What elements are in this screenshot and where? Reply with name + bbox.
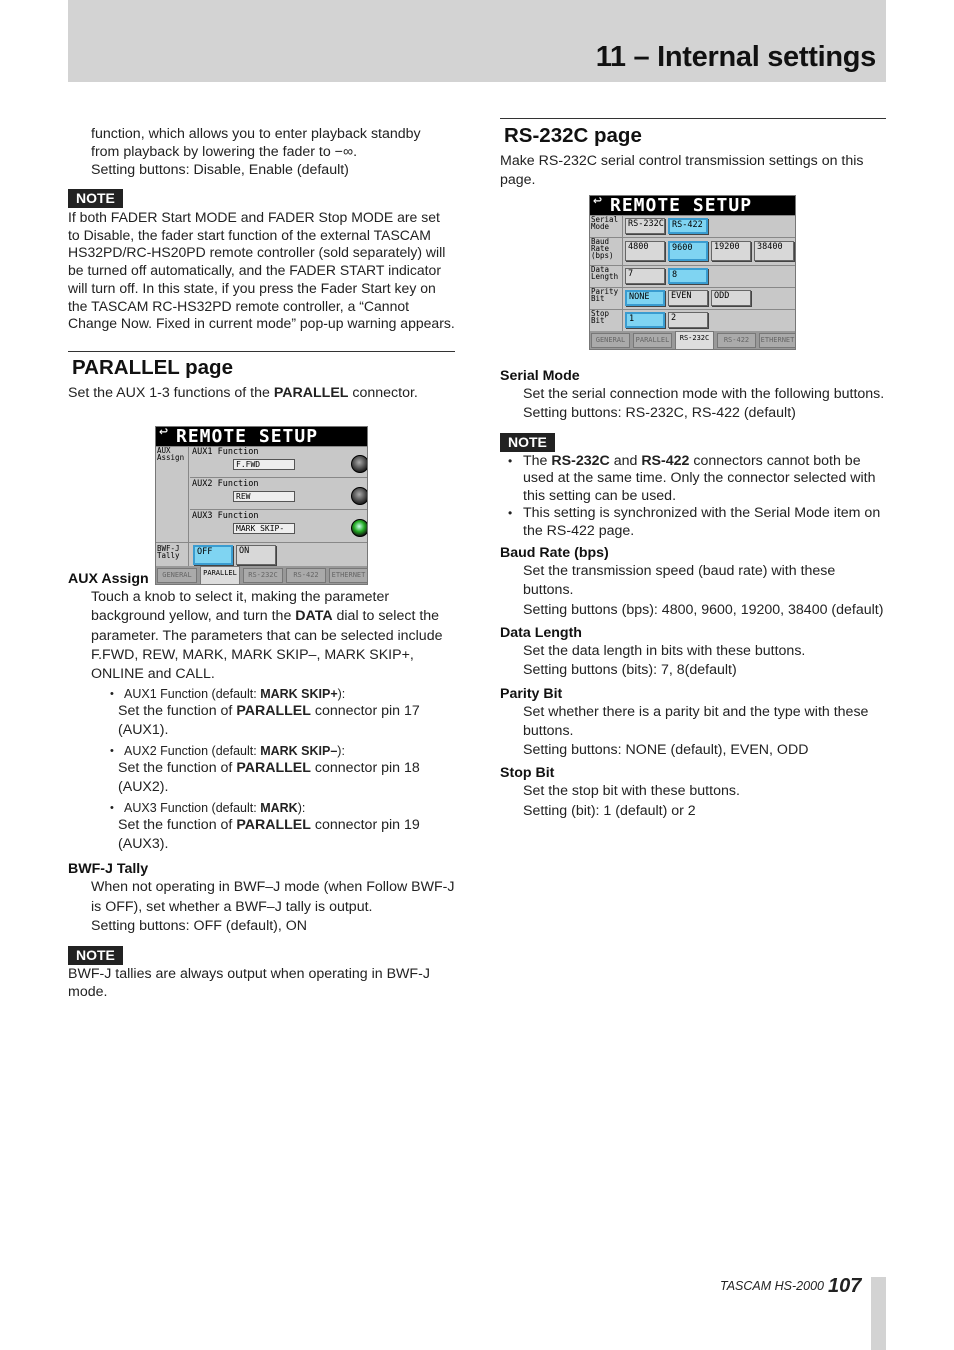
data-length-text: Set the data length in bits with these buttons. bbox=[523, 642, 806, 659]
parity-setting: Setting buttons: NONE (default), EVEN, ODD bbox=[523, 742, 809, 759]
stop-1-button[interactable]: 1 bbox=[625, 312, 665, 328]
baud-label: Baud Rate (bps) bbox=[591, 238, 623, 265]
parity-heading: Parity Bit bbox=[500, 685, 563, 702]
serial-mode-text: Set the serial connection mode with the following buttons. bbox=[523, 386, 885, 402]
stop-text: Set the stop bit with these buttons. bbox=[523, 783, 740, 800]
baud-heading: Baud Rate (bps) bbox=[500, 545, 609, 562]
aux2-label: AUX2 Function bbox=[192, 479, 259, 489]
aux3-label: AUX3 Function bbox=[192, 511, 259, 521]
data-7-button[interactable]: 7 bbox=[625, 268, 665, 284]
parity-even-button[interactable]: EVEN bbox=[668, 290, 708, 306]
tab-rs422[interactable]: RS-422 bbox=[717, 333, 756, 348]
aux3-item: • AUX3 Function (default: MARK): bbox=[68, 800, 455, 816]
bwf-text: When not operating in BWF–J mode (when Follow BWF-J is OFF), set whether a BWF–J tally is output. bbox=[91, 879, 455, 915]
aux-assign-label: AUX Assign bbox=[157, 447, 189, 542]
tab-ethernet[interactable]: ETHERNET bbox=[329, 568, 368, 583]
parallel-heading: PARALLEL page bbox=[72, 355, 233, 379]
chapter-title: 11 – Internal settings bbox=[595, 41, 876, 73]
serial-mode-setting: Setting buttons: RS-232C, RS-422 (default) bbox=[523, 405, 796, 422]
rs232c-button[interactable]: RS-232C bbox=[625, 218, 665, 234]
serial-mode-label: Serial Mode bbox=[591, 216, 623, 237]
note-label: NOTE bbox=[500, 433, 555, 452]
aux-assign-heading: AUX Assign bbox=[68, 570, 149, 587]
back-icon[interactable]: ↩ bbox=[593, 195, 603, 209]
baud-text: Set the transmission speed (baud rate) with these buttons. bbox=[523, 563, 836, 599]
note-text: BWF-J tallies are always output when operating in BWF-J mode. bbox=[68, 966, 430, 1000]
data-length-heading: Data Length bbox=[500, 624, 582, 641]
aux1-value[interactable]: F.FWD bbox=[233, 459, 295, 470]
intro-setting: Setting buttons: Disable, Enable (default) bbox=[91, 162, 349, 178]
footer-brand: TASCAM HS-2000 bbox=[720, 1279, 824, 1293]
intro-line: from playback by lowering the fader to −∞. bbox=[91, 144, 358, 160]
bwf-heading: BWF-J Tally bbox=[68, 861, 149, 878]
parallel-screen bbox=[155, 426, 368, 585]
note-label: NOTE bbox=[68, 189, 123, 208]
rs232c-intro: Make RS-232C serial control transmission settings on this page. bbox=[500, 153, 864, 188]
parity-odd-button[interactable]: ODD bbox=[711, 290, 751, 306]
serial-mode-heading: Serial Mode bbox=[500, 368, 580, 384]
note-label: NOTE bbox=[68, 946, 123, 965]
stop-bit-label: Stop Bit bbox=[591, 310, 623, 331]
data-8-button[interactable]: 8 bbox=[668, 268, 708, 284]
page-header bbox=[68, 0, 886, 82]
aux1-knob[interactable] bbox=[351, 455, 368, 473]
baud-38400-button[interactable]: 38400 bbox=[754, 241, 794, 261]
parity-text: Set whether there is a parity bit and the type with these buttons. bbox=[523, 703, 869, 739]
baud-setting: Setting buttons (bps): 4800, 9600, 19200, 38400 (default) bbox=[523, 601, 884, 618]
aux3-value[interactable]: MARK SKIP- bbox=[233, 523, 295, 534]
stop-2-button[interactable]: 2 bbox=[668, 312, 708, 328]
tab-general[interactable]: GENERAL bbox=[157, 568, 197, 583]
screen-title: REMOTE SETUP bbox=[590, 196, 795, 215]
tab-general[interactable]: GENERAL bbox=[591, 333, 630, 348]
stop-setting: Setting (bit): 1 (default) or 2 bbox=[523, 802, 696, 819]
note-text: If both FADER Start MODE and FADER Stop MODE are set to Disable, the fader start function of the external TASCAM HS32PD/RC-HS20PD remote controller (sold separately) will be turned off automatically, and the FADER START indicator will turn off. In this state, if you press the Fader Start key on the TASCAM RC-HS32PD remote controller, a “Cannot Change Now. Fixed in current mode” pop-up warning appears. bbox=[68, 209, 455, 332]
tab-parallel[interactable]: PARALLEL bbox=[633, 333, 672, 348]
bwf-off-button[interactable]: OFF bbox=[193, 545, 233, 565]
note-bullet: • The RS-232C and RS-422 connectors cannot both be used at the same time. Only the connector selected with this setting can be used. bbox=[500, 453, 886, 506]
parity-none-button[interactable]: NONE bbox=[625, 290, 665, 306]
aux1-item: • AUX1 Function (default: MARK SKIP+): bbox=[68, 686, 455, 702]
aux1-label: AUX1 Function bbox=[192, 447, 259, 457]
note-bullet: • This setting is synchronized with the Serial Mode item on the RS-422 page. bbox=[500, 505, 886, 540]
aux2-desc: Set the function of PARALLEL connector pin 18 (AUX2). bbox=[118, 760, 420, 796]
aux3-knob[interactable] bbox=[351, 519, 368, 537]
bwf-on-button[interactable]: ON bbox=[236, 545, 276, 565]
rs422-button[interactable]: RS-422 bbox=[668, 218, 708, 234]
rs232c-screen bbox=[589, 195, 796, 350]
baud-9600-button[interactable]: 9600 bbox=[668, 241, 708, 261]
stop-heading: Stop Bit bbox=[500, 765, 555, 782]
rs232c-heading: RS-232C page bbox=[504, 124, 642, 147]
screen-title: REMOTE SETUP bbox=[156, 427, 367, 446]
aux3-desc: Set the function of PARALLEL connector pin 19 (AUX3). bbox=[118, 817, 420, 853]
aux2-item: • AUX2 Function (default: MARK SKIP–): bbox=[68, 743, 455, 759]
bwf-label: BWF-J Tally bbox=[157, 543, 189, 568]
baud-19200-button[interactable]: 19200 bbox=[711, 241, 751, 261]
aux2-value[interactable]: REW bbox=[233, 491, 295, 502]
page-tab-marker bbox=[871, 1277, 886, 1350]
aux2-knob[interactable] bbox=[351, 487, 368, 505]
intro-line: function, which allows you to enter playback standby bbox=[91, 126, 421, 142]
parity-label: Parity Bit bbox=[591, 288, 623, 309]
parallel-intro: Set the AUX 1-3 functions of the PARALLEL connector. bbox=[68, 384, 418, 401]
tab-rs232c[interactable]: RS-232C bbox=[675, 331, 714, 349]
aux-assign-text: Touch a knob to select it, making the parameter background yellow, and turn the DATA dial to select the parameter. The parameters that can be selected include F.FWD, REW, MARK, MARK SKIP–, MARK SKIP+, ONLINE and CALL. bbox=[91, 588, 443, 683]
tab-ethernet[interactable]: ETHERNET bbox=[759, 333, 796, 348]
screen-tabs bbox=[590, 331, 795, 349]
bwf-setting: Setting buttons: OFF (default), ON bbox=[91, 918, 308, 934]
data-length-setting: Setting buttons (bits): 7, 8(default) bbox=[523, 662, 737, 679]
back-icon[interactable]: ↩ bbox=[159, 426, 169, 440]
tab-rs422[interactable]: RS-422 bbox=[286, 568, 326, 583]
tab-rs232c[interactable]: RS-232C bbox=[243, 568, 283, 583]
tab-parallel[interactable]: PARALLEL bbox=[200, 566, 240, 584]
page-number: 107 bbox=[828, 1275, 862, 1297]
screen-tabs bbox=[156, 566, 367, 584]
aux1-desc: Set the function of PARALLEL connector pin 17 (AUX1). bbox=[118, 703, 420, 739]
baud-4800-button[interactable]: 4800 bbox=[625, 241, 665, 261]
data-length-label: Data Length bbox=[591, 266, 623, 287]
